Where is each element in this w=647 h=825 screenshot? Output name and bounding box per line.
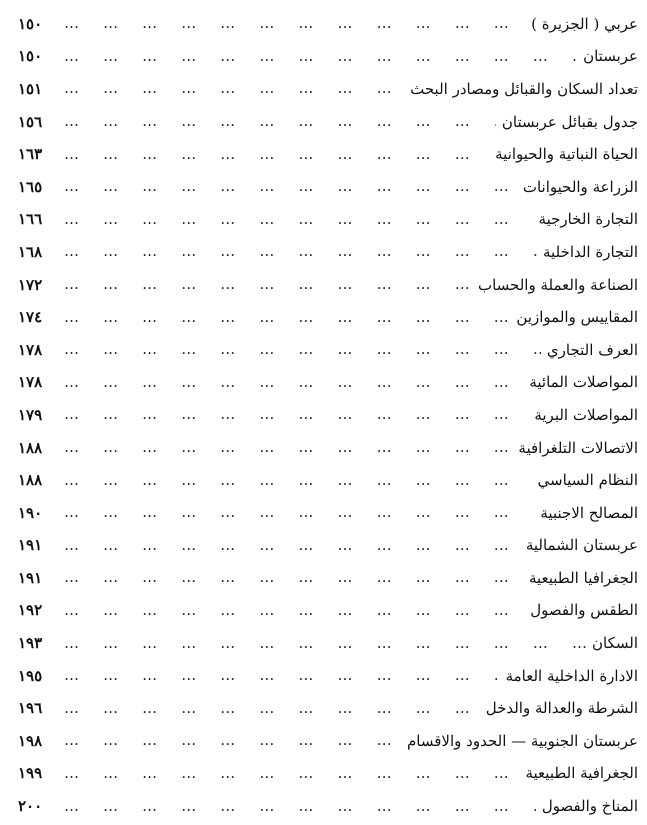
toc-entry-title: عربي ( الجزيرة ) xyxy=(531,14,638,33)
toc-entry-title: عربستان xyxy=(583,47,638,66)
toc-entry xyxy=(18,627,638,660)
toc-entry-page-number: ١٧٩ xyxy=(18,405,43,424)
toc-entry-title: عربستان الشمالية xyxy=(525,536,638,555)
toc-entry-title: الصناعة والعملة والحساب xyxy=(477,275,638,294)
dot-leader xyxy=(64,570,523,586)
toc-entry-title: النظام السياسي xyxy=(537,471,638,490)
toc-entry-title: المناخ والفصول xyxy=(541,797,638,816)
toc-entry xyxy=(18,399,638,432)
dot-leader xyxy=(64,799,536,815)
toc-entry xyxy=(18,138,638,171)
toc-entry xyxy=(18,236,638,269)
toc-entry xyxy=(18,41,638,74)
dot-leader xyxy=(64,440,512,456)
dot-leader xyxy=(64,668,500,684)
toc-entry-page-number: ١٨٨ xyxy=(18,471,43,490)
toc-entry xyxy=(18,595,638,628)
toc-entry-title: المصالح الاجنبية xyxy=(540,503,638,522)
toc-entry-title: السكان xyxy=(592,634,638,653)
dot-leader xyxy=(64,147,489,163)
dot-leader xyxy=(64,179,517,195)
toc-entry-page-number: ١٥٠ xyxy=(18,14,43,33)
toc-entry-title: الادارة الداخلية العامة xyxy=(505,666,638,685)
dot-leader xyxy=(64,603,524,619)
toc-entry xyxy=(18,432,638,465)
dot-leader xyxy=(64,114,496,130)
toc-entry xyxy=(18,334,638,367)
toc-entry xyxy=(18,73,638,106)
toc-entry xyxy=(18,725,638,758)
toc-entry-page-number: ١٩٨ xyxy=(18,731,43,750)
toc-entry-title: الاتصالات التلغرافية xyxy=(518,438,638,457)
dot-leader xyxy=(64,81,404,97)
toc-entry xyxy=(18,497,638,530)
dot-leader xyxy=(64,733,401,749)
toc-entry-page-number: ١٨٨ xyxy=(18,438,43,457)
toc-entry xyxy=(18,8,638,41)
dot-leader xyxy=(64,473,532,489)
toc-entry-page-number: ١٥٦ xyxy=(18,112,43,131)
dot-leader xyxy=(64,701,480,717)
toc-entry-title: الطقس والفصول xyxy=(530,601,638,620)
dot-leader xyxy=(64,342,541,358)
toc-entry xyxy=(18,530,638,563)
toc-entry-page-number: ١٦٦ xyxy=(18,210,43,229)
dot-leader xyxy=(64,310,510,326)
toc-entry-title: التجارة الخارجية xyxy=(538,210,638,229)
toc-entry-page-number: ١٩٩ xyxy=(18,764,43,783)
toc-entry-title: الشرطة والعدالة والدخل xyxy=(485,699,638,718)
toc-entry xyxy=(18,790,638,823)
dot-leader xyxy=(64,277,472,293)
toc-entry xyxy=(18,464,638,497)
dot-leader xyxy=(64,244,537,260)
dot-leader xyxy=(64,766,519,782)
toc-entry xyxy=(18,758,638,791)
toc-entry-title: الجغرافية الطبيعية xyxy=(525,764,638,783)
dot-leader xyxy=(64,505,534,521)
toc-entry xyxy=(18,367,638,400)
toc-entry xyxy=(18,204,638,237)
toc-entry-page-number: ١٧٤ xyxy=(18,308,43,327)
toc-entry-page-number: ١٦٥ xyxy=(18,177,43,196)
dot-leader xyxy=(64,49,577,65)
dot-leader xyxy=(64,375,523,391)
toc-entry-page-number: ١٧٨ xyxy=(18,373,43,392)
toc-entry-page-number: ١٩٥ xyxy=(18,666,43,685)
dot-leader xyxy=(64,636,586,652)
toc-entry-page-number: ١٩٦ xyxy=(18,699,43,718)
toc-entry xyxy=(18,660,638,693)
toc-entry xyxy=(18,562,638,595)
toc-entry xyxy=(18,301,638,334)
toc-entry-page-number: ١٧٨ xyxy=(18,340,43,359)
toc-entry-page-number: ١٦٨ xyxy=(18,242,43,261)
toc-entry-title: جدول بقبائل عربستان xyxy=(501,112,638,131)
dot-leader xyxy=(64,538,520,554)
toc-entry-title: تعداد السكان والقبائل ومصادر البحث xyxy=(410,79,638,98)
toc-entry-title: عربستان الجنوبية — الحدود والاقسام xyxy=(407,731,638,750)
toc-entry-page-number: ١٩٣ xyxy=(18,634,43,653)
toc-entry-page-number: ١٩١ xyxy=(18,536,43,555)
toc-entry-page-number: ١٥١ xyxy=(18,79,43,98)
toc-entry xyxy=(18,269,638,302)
toc-entry-title: المقاييس والموازين xyxy=(516,308,638,327)
toc-entry-title: التجارة الداخلية xyxy=(543,242,638,261)
dot-leader xyxy=(64,407,528,423)
toc-entry-page-number: ١٩٢ xyxy=(18,601,43,620)
toc-entry xyxy=(18,106,638,139)
toc-entry-page-number: ٢٠٠ xyxy=(18,797,43,816)
toc-entry-page-number: ١٩٠ xyxy=(18,503,43,522)
dot-leader xyxy=(64,212,533,228)
toc-entry xyxy=(18,171,638,204)
dot-leader xyxy=(64,16,525,32)
toc-entry-title: المواصلات البرية xyxy=(534,405,638,424)
toc-entry-title: الجغرافيا الطبيعية xyxy=(528,568,638,587)
toc-entry-page-number: ١٧٢ xyxy=(18,275,43,294)
toc-entry-title: المواصلات المائية xyxy=(529,373,638,392)
toc-entry-page-number: ١٥٠ xyxy=(18,47,43,66)
toc-entry-page-number: ١٦٣ xyxy=(18,145,43,164)
table-of-contents xyxy=(18,8,638,823)
toc-entry-page-number: ١٩١ xyxy=(18,568,43,587)
toc-entry-title: الزراعة والحيوانات xyxy=(522,177,638,196)
toc-entry-title: العرف التجاري xyxy=(546,340,638,359)
toc-entry-title: الحياة النباتية والحيوانية xyxy=(495,145,638,164)
toc-entry xyxy=(18,692,638,725)
